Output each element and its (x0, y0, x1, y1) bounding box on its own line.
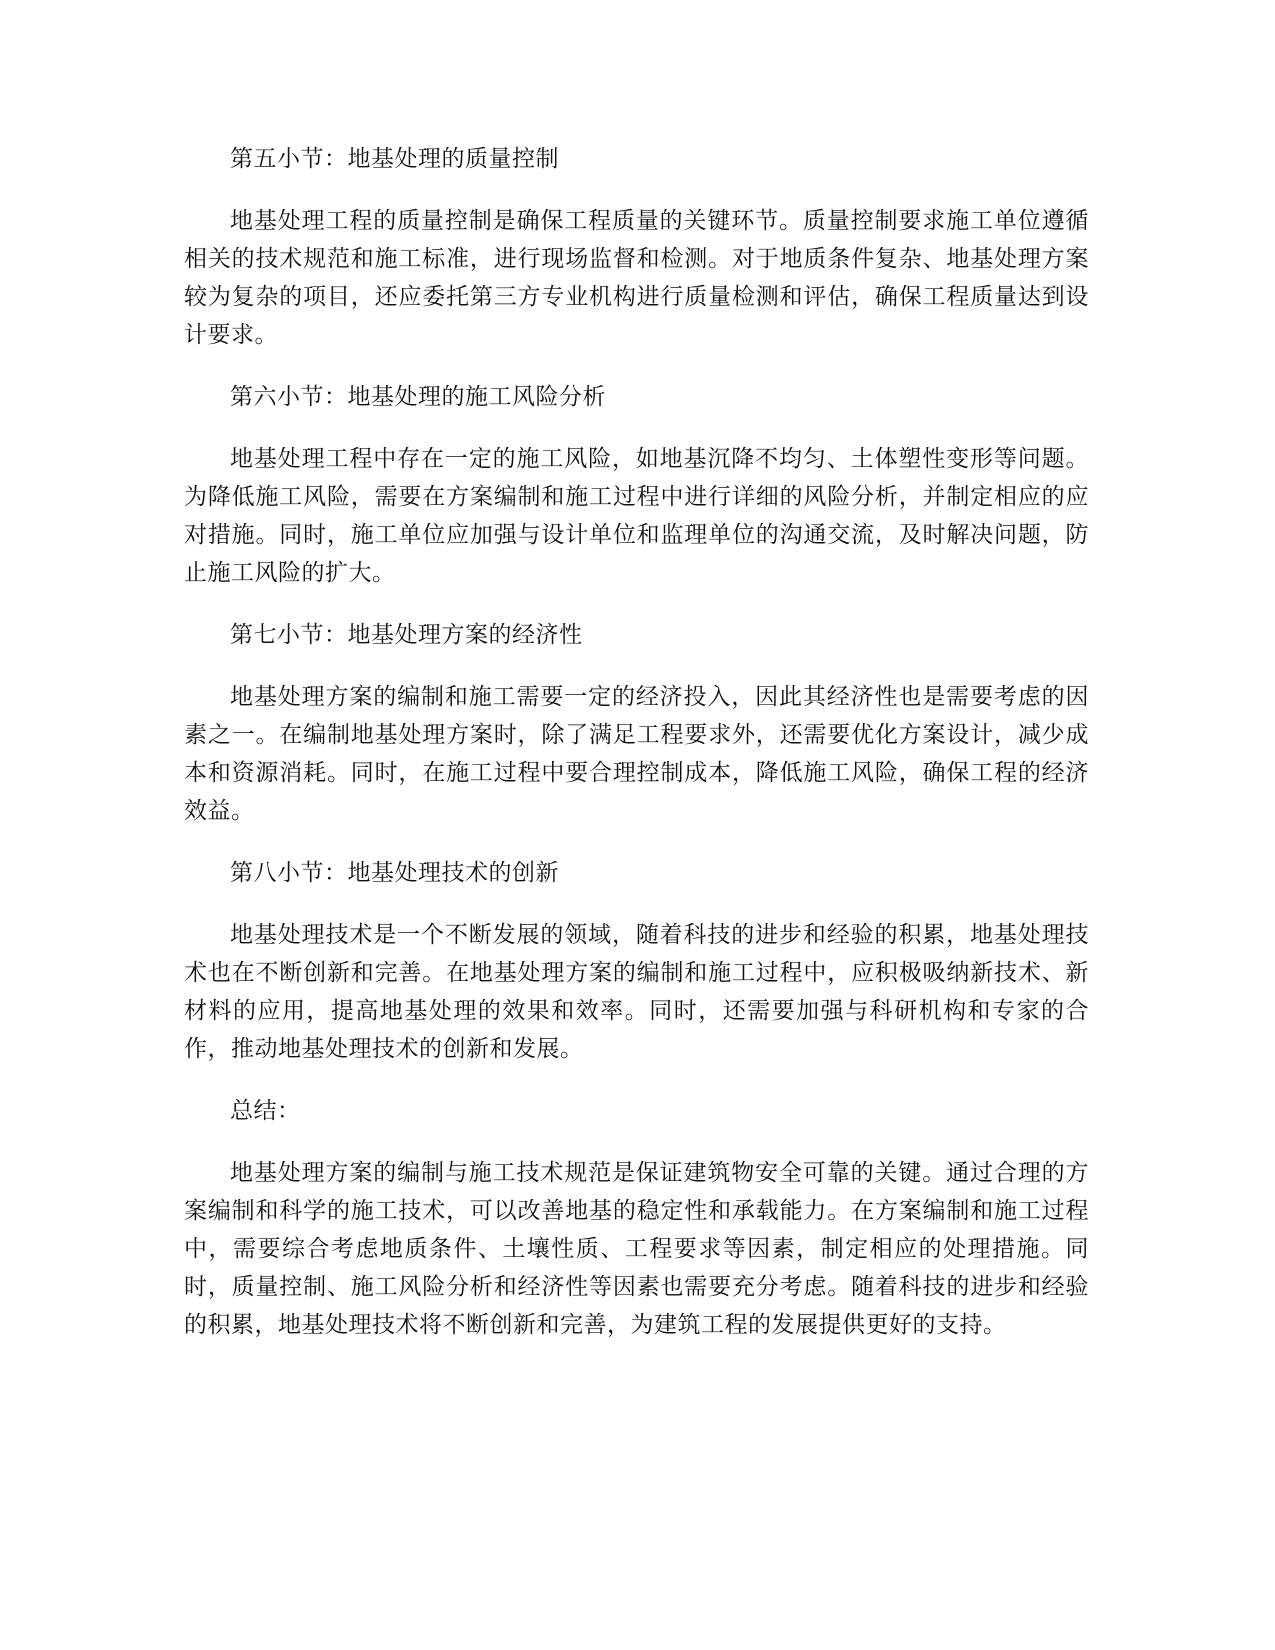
section-paragraph-6: 地基处理工程中存在一定的施工风险，如地基沉降不均匀、土体塑性变形等问题。为降低施工风险，需要在方案编制和施工过程中进行详细的风险分析，并制定相应的应对措施。同时，施工单位应加强与设计单位和监理单位的沟通交流，及时解决问题，防止施工风险的扩大。 (184, 446, 1089, 586)
summary-heading: 总结： (230, 1098, 301, 1124)
section-heading-5: 第五小节：地基处理的质量控制 (230, 146, 559, 172)
section-paragraph-7: 地基处理方案的编制和施工需要一定的经济投入，因此其经济性也是需要考虑的因素之一。在编制地基处理方案时，除了满足工程要求外，还需要优化方案设计，减少成本和资源消耗。同时，在施工过程中要合理控制成本，降低施工风险，确保工程的经济效益。 (184, 684, 1089, 824)
section-paragraph-5: 地基处理工程的质量控制是确保工程质量的关键环节。质量控制要求施工单位遵循相关的技术规范和施工标准，进行现场监督和检测。对于地质条件复杂、地基处理方案较为复杂的项目，还应委托第三方专业机构进行质量检测和评估，确保工程质量达到设计要求。 (184, 208, 1089, 348)
section-heading-6: 第六小节：地基处理的施工风险分析 (230, 384, 606, 410)
section-heading-7: 第七小节：地基处理方案的经济性 (230, 622, 583, 648)
section-paragraph-8: 地基处理技术是一个不断发展的领域，随着科技的进步和经验的积累，地基处理技术也在不断创新和完善。在地基处理方案的编制和施工过程中，应积极吸纳新技术、新材料的应用，提高地基处理的效果和效率。同时，还需要加强与科研机构和专家的合作，推动地基处理技术的创新和发展。 (184, 922, 1089, 1062)
section-heading-8: 第八小节：地基处理技术的创新 (230, 860, 559, 886)
document-body (184, 140, 1089, 1368)
summary-paragraph: 地基处理方案的编制与施工技术规范是保证建筑物安全可靠的关键。通过合理的方案编制和科学的施工技术，可以改善地基的稳定性和承载能力。在方案编制和施工过程中，需要综合考虑地质条件、土壤性质、工程要求等因素，制定相应的处理措施。同时，质量控制、施工风险分析和经济性等因素也需要充分考虑。随着科技的进步和经验的积累，地基处理技术将不断创新和完善，为建筑工程的发展提供更好的支持。 (184, 1160, 1089, 1338)
